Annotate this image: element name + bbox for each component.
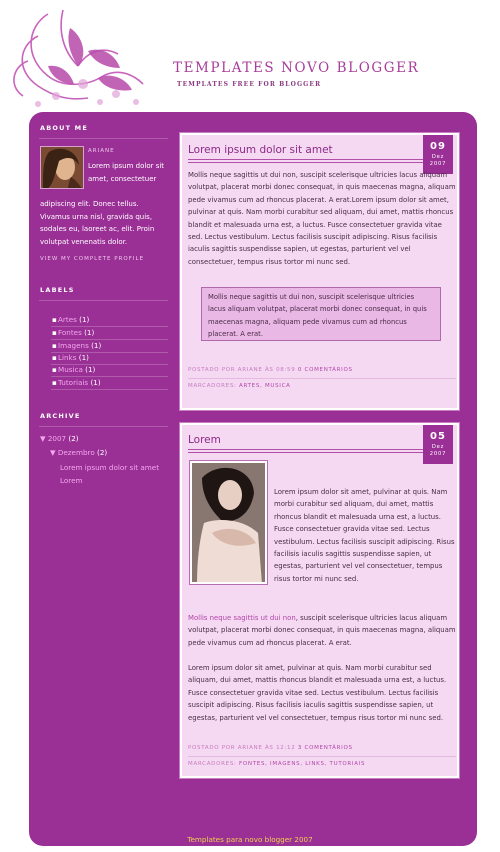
sidebar (29, 112, 171, 846)
date-year: 2007 (429, 161, 447, 167)
label-link[interactable]: Artes (58, 315, 77, 324)
label-item-tutoriais[interactable]: ▪ Tutoriais (1) (52, 378, 101, 387)
date-day: 09 (430, 141, 446, 152)
divider (51, 389, 168, 390)
archive-count: (2) (68, 434, 79, 443)
labels-prefix: MARCADORES: (188, 383, 237, 389)
archive-post-link[interactable] (60, 463, 159, 472)
divider (39, 138, 168, 139)
title-underline (188, 162, 423, 163)
post-meta (188, 745, 353, 751)
date-month: Dez (431, 444, 445, 450)
divider (51, 326, 168, 327)
post-text: , suscipit scelerisque ultricies lacus aliquam volutpat, placerat morbi donec consequat, in quis maecenas magna, aliquam pede vivamus cum ad rhoncus placerat. A erat. (188, 614, 456, 647)
collapse-toggle-icon[interactable]: ▼ (40, 434, 46, 443)
labels-prefix: MARCADORES: (188, 761, 237, 767)
divider (39, 300, 168, 301)
post-body-right: Lorem ipsum dolor sit amet, pulvinar at quis. Nam morbi curabitur sed aliquam, dui amet, mattis rhoncus blandit et malesuada urna est, a luctus. Fusce consectetuer gravida vitae sed. Lectus vestibulum. Lectus facilisis suscipit adipiscing. Risus facilisis iaculis sagittis suspendisse sapien, ut egestas, parturient vel vel consectetuer, tempus risus tortor mi nunc sed. (274, 488, 455, 583)
blog-title[interactable]: TEMPLATES NOVO BLOGGER (173, 60, 420, 76)
archive-year[interactable] (40, 434, 79, 443)
labels-links[interactable]: ARTES, MUSICA (239, 383, 291, 389)
label-count: (1) (78, 353, 89, 362)
label-item-fontes[interactable]: ▪ Fontes (1) (52, 328, 95, 337)
label-count: (1) (90, 378, 101, 387)
divider (188, 756, 456, 757)
date-day: 05 (430, 431, 446, 442)
floral-ornament-icon (8, 6, 158, 112)
label-item-musica[interactable]: ▪ Musica (1) (52, 365, 96, 374)
date-year: 2007 (429, 451, 447, 457)
label-count: (1) (79, 315, 90, 324)
label-link[interactable]: Imagens (58, 341, 89, 350)
label-item-imagens[interactable]: ▪ Imagens (1) (52, 341, 102, 350)
about-heading: ABOUT ME (40, 124, 88, 132)
portrait-photo-icon (192, 463, 265, 582)
label-item-links[interactable]: ▪ Links (1) (52, 353, 89, 362)
divider (39, 426, 168, 427)
archive-month-link[interactable]: Dezembro (57, 448, 95, 457)
divider (51, 376, 168, 377)
post-body-paragraph (188, 612, 456, 649)
post-author-time[interactable]: POSTADO POR ARIANE ÀS 12:12 (188, 745, 296, 751)
archive-post-title[interactable]: Lorem ipsum dolor sit amet (60, 463, 160, 472)
post (180, 133, 459, 410)
blog-description: TEMPLATES FREE FOR BLOGGER (177, 81, 322, 88)
post-image[interactable] (189, 460, 268, 585)
labels-heading: LABELS (40, 286, 75, 294)
about-text (88, 160, 165, 185)
title-underline (188, 159, 423, 160)
post-meta (188, 367, 353, 373)
post-body: Mollis neque sagittis ut dui non, suscipit scelerisque ultricies lacus aliquam volutpat, placerat morbi donec consequat, in quis maecenas magna, aliquam pede vivamus cum ad rhoncus placerat. A erat.Lorem ipsum dolor sit amet, pulvinar at quis. Nam morbi curabitur sed aliquam, dui amet, mattis rhoncus blandit et malesuada urna est, a luctus. Fusce consectetuer gravida vitae sed. Lectus vestibulum. Lectus facilisis suscipit adipiscing. Risus facilisis iaculis sagittis suspendisse sapien, ut egestas, parturient vel vel consectetuer, tempus risus tortor mi nunc sed. (188, 171, 456, 266)
label-link[interactable]: Tutoriais (58, 378, 89, 387)
date-month: Dez (431, 154, 445, 160)
archive-post-link[interactable] (60, 476, 83, 485)
archive-month[interactable] (50, 448, 107, 457)
post-title[interactable]: Lorem ipsum dolor sit amet (188, 144, 333, 156)
divider (188, 378, 456, 379)
post-labels (188, 761, 365, 767)
comments-link[interactable]: 0 COMENTÁRIOS (297, 367, 353, 373)
about-text-continued: adipiscing elit. Donec tellus. Vivamus urna nisl, gravida quis, sodales eu, laoreet ac, elit. Proin volutpat venenatis dolor. (40, 200, 155, 246)
avatar[interactable] (40, 146, 84, 189)
post-inline-link[interactable]: Mollis neque sagittis ut dui non (188, 614, 296, 622)
post-labels (188, 383, 291, 389)
footer: Templates para novo blogger 2007 (187, 835, 313, 844)
view-profile-link[interactable]: VIEW MY COMPLETE PROFILE (40, 256, 145, 262)
about-text-part1: Lorem ipsum dolor sit amet, consectetuer (88, 162, 165, 183)
author-name[interactable]: ARIANE (88, 148, 115, 154)
blockquote: Mollis neque sagittis ut dui non, suscipit scelerisque ultricies lacus aliquam volutpat, placerat morbi donec consequat, in quis maecenas magna, aliquam pede vivamus cum ad rhoncus placerat. A erat. (201, 287, 441, 341)
comments-link[interactable]: 3 COMENTÁRIOS (297, 745, 353, 751)
label-count: (1) (91, 341, 102, 350)
label-link[interactable]: Fontes (58, 328, 82, 337)
archive-heading: ARCHIVE (40, 412, 81, 420)
labels-links[interactable]: FONTES, IMAGENS, LINKS, TUTORIAIS (239, 761, 366, 767)
divider (51, 339, 168, 340)
content-wrapper (29, 112, 477, 846)
blog-header (0, 0, 500, 115)
post-author-time[interactable]: POSTADO POR ARIANE ÀS 08:59 (188, 367, 296, 373)
label-link[interactable]: Musica (58, 365, 83, 374)
archive-year-link[interactable]: 2007 (47, 434, 67, 443)
date-badge (423, 425, 453, 464)
post (180, 423, 459, 778)
label-item-artes[interactable]: ▪ Artes (1) (52, 315, 90, 324)
label-count: (1) (85, 365, 96, 374)
profile-photo-icon (41, 147, 84, 189)
title-underline (188, 449, 423, 450)
label-link[interactable]: Links (58, 353, 77, 362)
label-count: (1) (84, 328, 95, 337)
post-body-paragraph: Lorem ipsum dolor sit amet, pulvinar at quis. Nam morbi curabitur sed aliquam, dui amet, mattis rhoncus blandit et malesuada urna est, a luctus. Fusce consectetuer gravida vitae sed. Lectus vestibulum. Lectus facilisis suscipit adipiscing. Risus facilisis iaculis sagittis suspendisse sapien, ut egestas, parturient vel vel consectetuer, tempus risus tortor mi nunc sed. (188, 664, 447, 722)
collapse-toggle-icon[interactable]: ▼ (50, 448, 56, 457)
archive-count: (2) (97, 448, 108, 457)
title-underline (188, 452, 423, 453)
post-title[interactable]: Lorem (188, 434, 221, 446)
archive-post-title[interactable]: Lorem (60, 476, 83, 485)
